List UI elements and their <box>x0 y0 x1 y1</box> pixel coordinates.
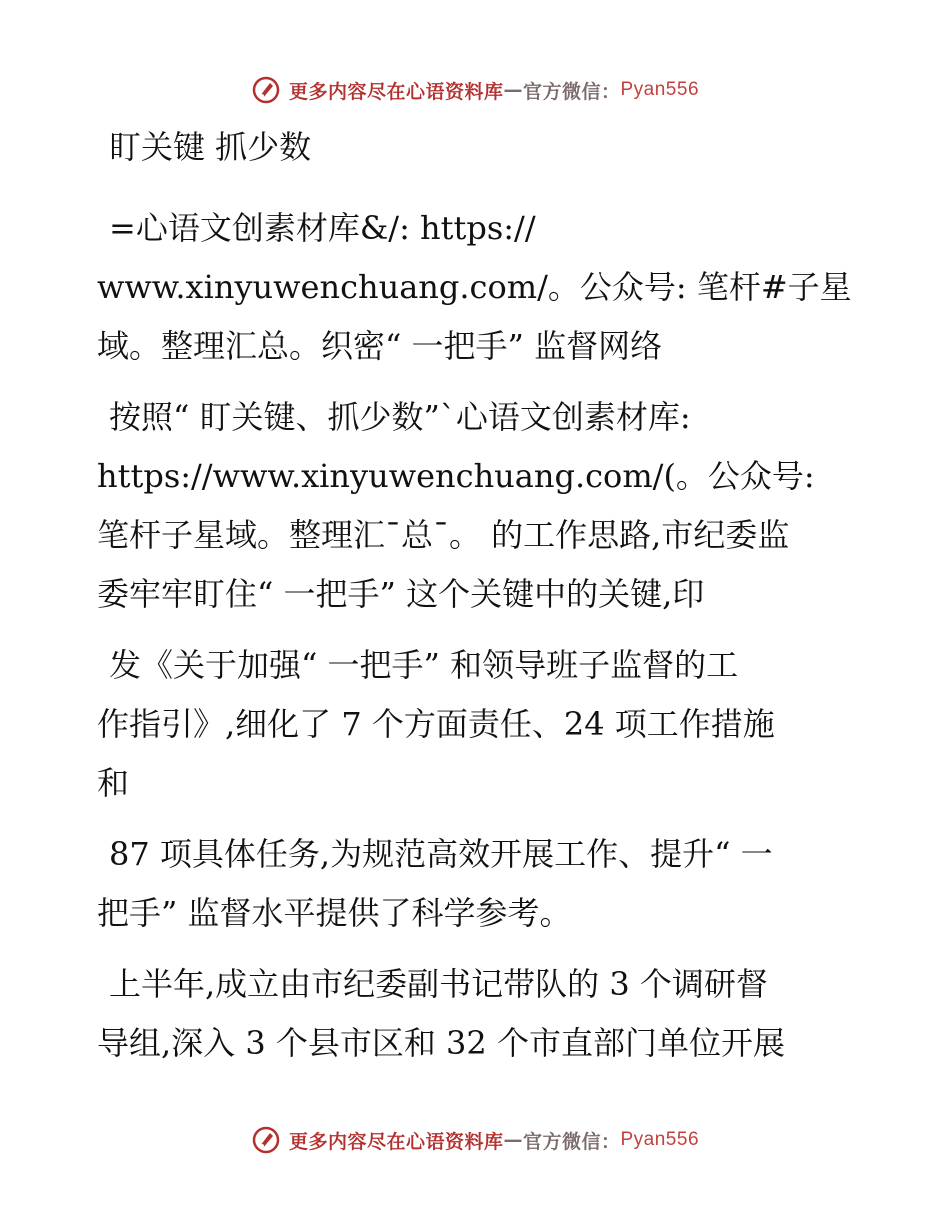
banner-wechat-id: Pyan556 <box>620 79 700 100</box>
banner-brand-text: 更多内容尽在心语资料库 <box>288 80 504 103</box>
document-title: 盯关键 抓少数 <box>109 128 312 166</box>
paragraph-1: =心语文创素材库&/: https:// www.xinyuwenchuang.com/。公众号: 笔杆#子星 域。整理汇总。织密“ 一把手” 监督网络 <box>97 209 852 365</box>
banner-wechat-label: 官方微信： <box>522 1130 621 1153</box>
banner-wechat-label: 官方微信： <box>522 80 621 103</box>
document-body <box>97 118 867 1085</box>
banner-dash: — <box>503 79 523 101</box>
pen-nib-logo-icon <box>251 75 281 105</box>
paragraph-2: 按照“ 盯关键、抓少数”`心语文创素材库: https://www.xinyuwenchuang.com/(。公众号: 笔杆子星域。整理汇¯总¯。 的工作思路,市纪委监 委牢牢盯住“ 一把手” 这个关键中的关键,印 <box>97 398 815 613</box>
paragraph-5: 上半年,成立由市纪委副书记带队的 3 个调研督 导组,深入 3 个县市区和 32 个市直部门单位开展 <box>97 965 785 1062</box>
footer-banner <box>0 1120 950 1160</box>
banner-brand-text: 更多内容尽在心语资料库 <box>288 1130 504 1153</box>
pen-nib-logo-icon <box>251 1125 281 1155</box>
paragraph-3: 发《关于加强“ 一把手” 和领导班子监督的工 作指引》,细化了 7 个方面责任、24 项工作措施 和 <box>97 646 775 802</box>
paragraph-4: 87 项具体任务,为规范高效开展工作、提升“ 一 把手” 监督水平提供了科学参考。 <box>97 835 773 932</box>
banner-wechat-id: Pyan556 <box>620 1129 700 1150</box>
header-banner <box>0 70 950 110</box>
banner-dash: — <box>503 1129 523 1151</box>
